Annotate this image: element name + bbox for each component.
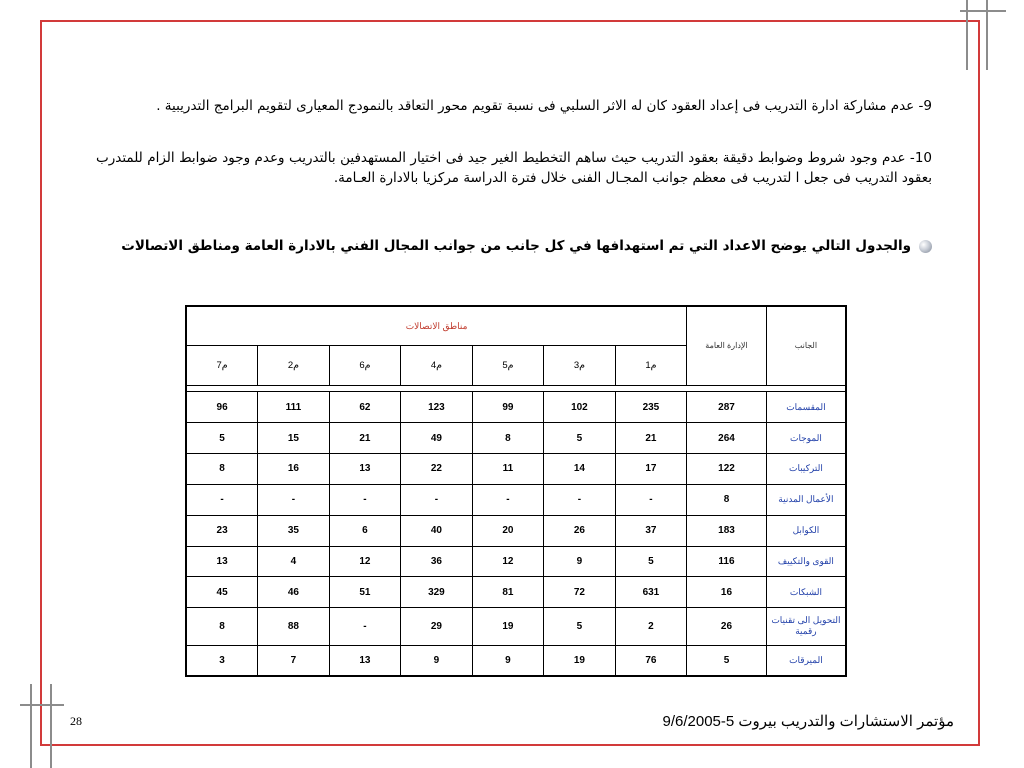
value-cell: 7 [258, 645, 330, 676]
value-cell: 5 [544, 423, 616, 454]
value-cell: 5 [544, 608, 616, 645]
value-cell: 49 [401, 423, 473, 454]
value-cell: 13 [329, 454, 401, 485]
value-cell: 8 [186, 608, 258, 645]
value-cell: 72 [544, 577, 616, 608]
value-cell: 4 [258, 546, 330, 577]
value-cell: 81 [472, 577, 544, 608]
frame-top-line [40, 20, 980, 22]
row-label: الكوابل [766, 515, 846, 546]
value-cell: 40 [401, 515, 473, 546]
value-cell: - [472, 484, 544, 515]
value-cell: - [544, 484, 616, 515]
value-cell: 2 [615, 608, 687, 645]
row-label: التركيبات [766, 454, 846, 485]
value-cell: 62 [329, 392, 401, 423]
value-cell: 22 [401, 454, 473, 485]
header-regions: مناطق الاتصالات [186, 306, 687, 346]
deco-bar-top-right-3 [960, 10, 1006, 12]
value-cell: 29 [401, 608, 473, 645]
value-cell: 19 [472, 608, 544, 645]
admin-cell: 5 [687, 645, 767, 676]
separator-row [186, 385, 846, 392]
frame-left-line [40, 20, 42, 746]
value-cell: 99 [472, 392, 544, 423]
admin-cell: 116 [687, 546, 767, 577]
value-cell: 19 [544, 645, 616, 676]
frame-bottom-line [40, 744, 980, 746]
value-cell: 13 [329, 645, 401, 676]
value-cell: 5 [186, 423, 258, 454]
value-cell: 631 [615, 577, 687, 608]
table-row [186, 645, 846, 676]
value-cell: 20 [472, 515, 544, 546]
row-label: القوى والتكييف [766, 546, 846, 577]
table-row [186, 608, 846, 645]
value-cell: 36 [401, 546, 473, 577]
value-cell: - [258, 484, 330, 515]
paragraph-item-9: 9- عدم مشاركة ادارة التدريب فى إعداد العقود كان له الاثر السلبي فى نسبة تقويم محور التعاقد بالنمودج المعيارى لتقويم البرامج التدريبية . [156, 98, 932, 114]
value-cell: 3 [186, 645, 258, 676]
table-row [186, 484, 846, 515]
admin-cell: 183 [687, 515, 767, 546]
admin-cell: 16 [687, 577, 767, 608]
value-cell: 9 [472, 645, 544, 676]
region-header: م5 [472, 346, 544, 386]
value-cell: - [615, 484, 687, 515]
header-aspect: الجانب [766, 306, 846, 385]
table-row [186, 423, 846, 454]
value-cell: 23 [186, 515, 258, 546]
value-cell: - [329, 484, 401, 515]
value-cell: 76 [615, 645, 687, 676]
region-header: م6 [329, 346, 401, 386]
table-row [186, 577, 846, 608]
admin-cell: 122 [687, 454, 767, 485]
value-cell: 51 [329, 577, 401, 608]
page-number: 28 [70, 714, 82, 728]
table-row [186, 454, 846, 485]
table-row [186, 392, 846, 423]
admin-cell: 26 [687, 608, 767, 645]
value-cell: 26 [544, 515, 616, 546]
value-cell: 235 [615, 392, 687, 423]
value-cell: 6 [329, 515, 401, 546]
value-cell: 14 [544, 454, 616, 485]
header-admin: الإدارة العامة [687, 306, 767, 385]
value-cell: 17 [615, 454, 687, 485]
row-label: المقسمات [766, 392, 846, 423]
value-cell: - [401, 484, 473, 515]
value-cell: 88 [258, 608, 330, 645]
data-table [185, 305, 847, 677]
value-cell: 8 [186, 454, 258, 485]
admin-cell: 287 [687, 392, 767, 423]
row-label: الأعمال المدنية [766, 484, 846, 515]
value-cell: 12 [472, 546, 544, 577]
row-label: الموجات [766, 423, 846, 454]
value-cell: 111 [258, 392, 330, 423]
value-cell: 46 [258, 577, 330, 608]
value-cell: 15 [258, 423, 330, 454]
deco-bar-bottom-left-2 [30, 684, 32, 768]
bullet-line [120, 238, 932, 254]
value-cell: 35 [258, 515, 330, 546]
region-header: م2 [258, 346, 330, 386]
row-label: الميرقات [766, 645, 846, 676]
value-cell: 12 [329, 546, 401, 577]
value-cell: 9 [401, 645, 473, 676]
bullet-text: والجدول التالي يوضح الاعداد التي تم استهدافها في كل جانب من جوانب المجال الفني بالادارة العامة ومناطق الاتصالات [121, 238, 911, 254]
region-header: م4 [401, 346, 473, 386]
admin-cell: 264 [687, 423, 767, 454]
value-cell: 16 [258, 454, 330, 485]
row-label: التحويل الى تقنيات رقمية [766, 608, 846, 645]
value-cell: 123 [401, 392, 473, 423]
footer-text: مؤتمر الاستشارات والتدريب بيروت 5-9/6/2005 [662, 713, 954, 730]
value-cell: 37 [615, 515, 687, 546]
paragraph-item-10: 10- عدم وجود شروط وضوابط دقيقة بعقود التدريب حيث ساهم التخطيط الغير جيد فى اختيار المستهدفين بالتدريب وعدم وجود ضوابط الزام للمتدرب بعقود التدريب فى جعل ا لتدريب فى معظم جوانب المجـال الفنى خلال فترة الدراسة مركزيا بالادارة العـامة. [96, 150, 932, 186]
row-label: الشبكات [766, 577, 846, 608]
value-cell: 45 [186, 577, 258, 608]
bullet-icon [919, 240, 932, 253]
value-cell: 11 [472, 454, 544, 485]
region-header: م3 [544, 346, 616, 386]
value-cell: 21 [329, 423, 401, 454]
admin-cell: 8 [687, 484, 767, 515]
separator-cell [186, 385, 846, 392]
region-header: م7 [186, 346, 258, 386]
value-cell: 13 [186, 546, 258, 577]
region-header: م1 [615, 346, 687, 386]
value-cell: 96 [186, 392, 258, 423]
value-cell: - [186, 484, 258, 515]
table-row [186, 515, 846, 546]
value-cell: 5 [615, 546, 687, 577]
value-cell: 8 [472, 423, 544, 454]
value-cell: 102 [544, 392, 616, 423]
value-cell: - [329, 608, 401, 645]
value-cell: 21 [615, 423, 687, 454]
table-row [186, 546, 846, 577]
frame-right-line [978, 20, 980, 746]
value-cell: 9 [544, 546, 616, 577]
deco-bar-bottom-left-3 [50, 684, 52, 768]
deco-bar-bottom-left-1 [20, 704, 64, 706]
value-cell: 329 [401, 577, 473, 608]
